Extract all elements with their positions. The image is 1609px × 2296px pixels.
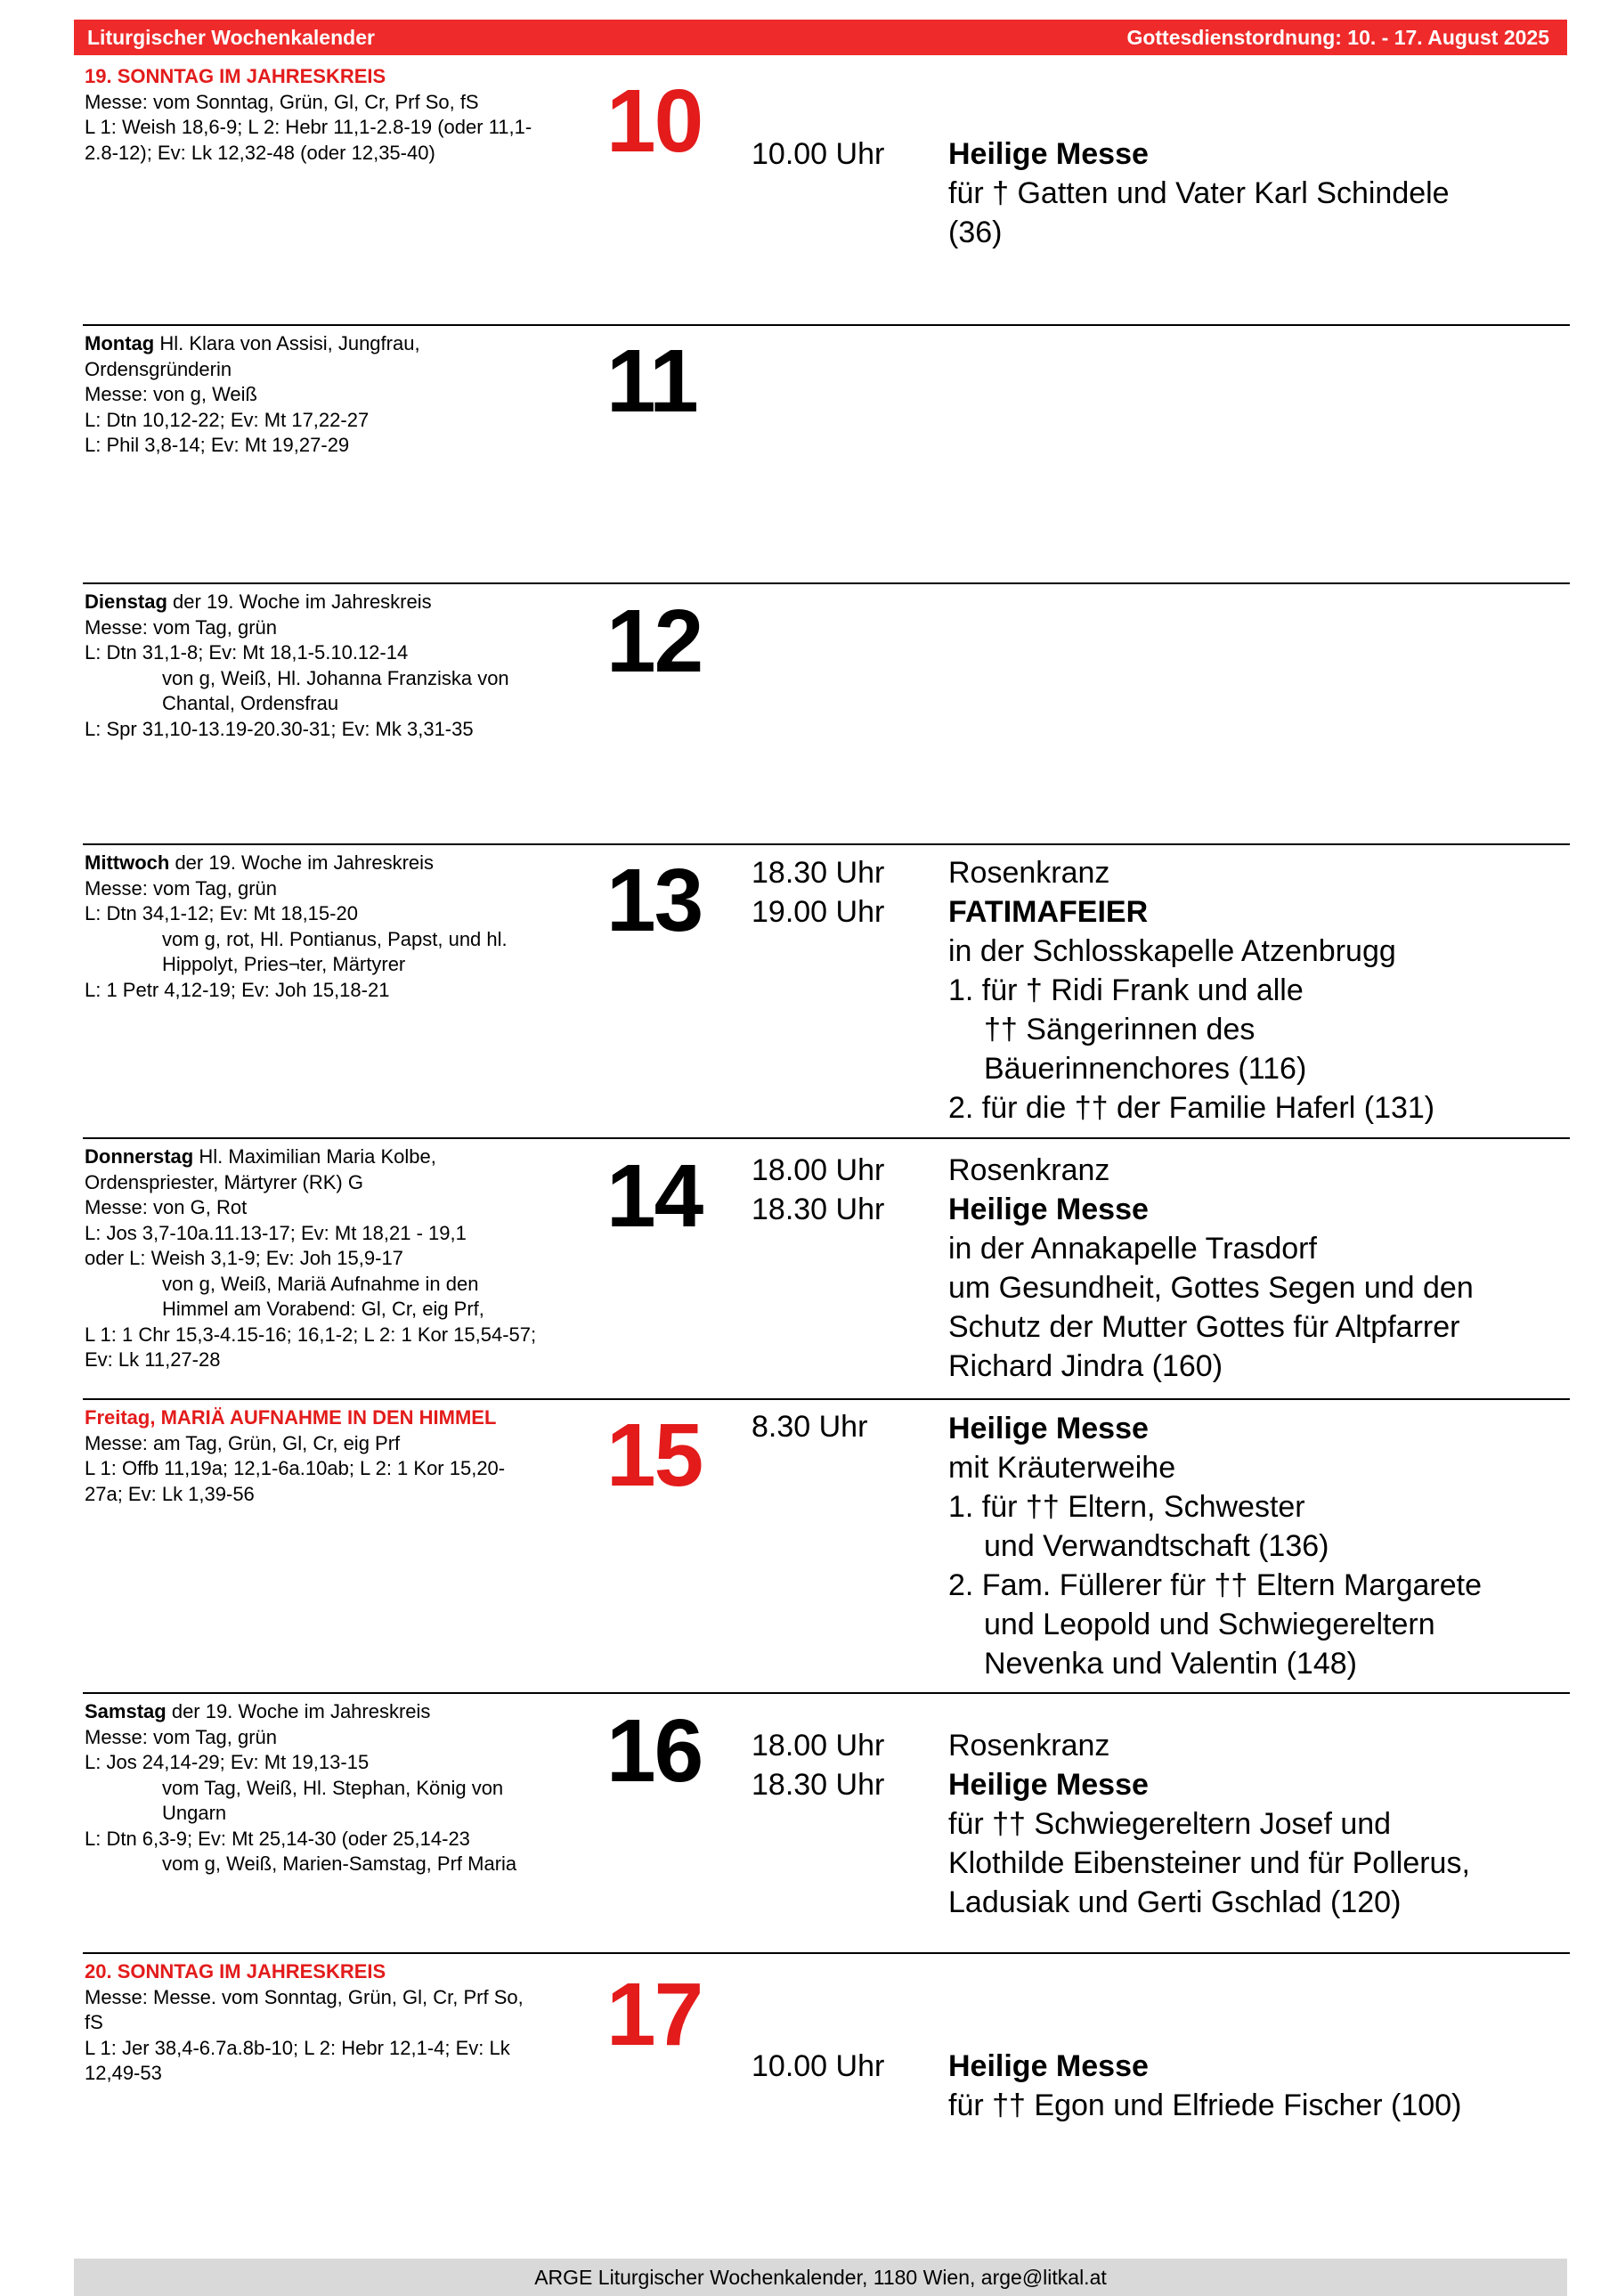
- day-info: [85, 590, 592, 742]
- header-bar: [74, 20, 1567, 55]
- time-list: [752, 853, 884, 932]
- event-line: für † Gatten und Vater Karl Schindele: [948, 176, 1450, 210]
- info-line: Ordensgründerin: [85, 357, 232, 380]
- info-line: Messe: am Tag, Grün, Gl, Cr, eig Prf: [85, 1431, 401, 1454]
- day-info: [85, 1699, 592, 1877]
- info-line: 2.8-12); Ev: Lk 12,32-48 (oder 12,35-40): [85, 141, 435, 164]
- event-line: Heilige Messe: [948, 1412, 1149, 1445]
- time: 8.30 Uhr: [752, 1410, 868, 1444]
- day-number: 16: [606, 1701, 703, 1801]
- day-block: [74, 845, 1570, 1139]
- day-title: 20. SONNTAG IM JAHRESKREIS: [85, 1960, 386, 1983]
- event-line: Richard Jindra (160): [948, 1349, 1223, 1383]
- event-line: Klothilde Eibensteiner und für Pollerus,: [948, 1846, 1470, 1880]
- day-subtitle: der 19. Woche im Jahreskreis: [167, 590, 432, 613]
- event-list: [948, 1726, 1572, 1922]
- info-line: Ungarn: [162, 1802, 227, 1824]
- info-line: Messe: von G, Rot: [85, 1196, 248, 1218]
- day-info: [85, 331, 592, 459]
- day-number: 11: [606, 331, 697, 431]
- event-line: Rosenkranz: [948, 856, 1110, 890]
- event-line: 1. für † Ridi Frank und alle: [948, 973, 1304, 1007]
- info-line: Messe: vom Sonntag, Grün, Gl, Cr, Prf So, fS: [85, 90, 479, 113]
- info-line: L: Spr 31,10-13.19-20.30-31; Ev: Mk 3,31-35: [85, 717, 474, 740]
- day-info: [85, 1144, 592, 1373]
- time-list: [752, 1151, 884, 1229]
- day-number: 15: [606, 1405, 703, 1505]
- day-number: 13: [606, 851, 703, 950]
- event-list: [948, 1151, 1572, 1386]
- event-line: in der Schlosskapelle Atzenbrugg: [948, 934, 1396, 968]
- event-line: Heilige Messe: [948, 137, 1149, 171]
- event-line: mit Kräuterweihe: [948, 1451, 1176, 1485]
- day-info: [85, 64, 592, 166]
- day-block: [74, 584, 1570, 845]
- event-line: FATIMAFEIER: [948, 895, 1149, 929]
- info-line: Chantal, Ordensfrau: [162, 692, 339, 714]
- info-line: L: Dtn 10,12-22; Ev: Mt 17,22-27: [85, 408, 370, 431]
- day-info: [85, 851, 592, 1003]
- time: 18.00 Uhr: [752, 1153, 885, 1187]
- event-line: Rosenkranz: [948, 1153, 1110, 1187]
- day-title: Dienstag: [85, 590, 167, 613]
- day-title: Montag: [85, 332, 155, 354]
- day-title: 19. SONNTAG IM JAHRESKREIS: [85, 65, 386, 87]
- day-number: 14: [606, 1146, 703, 1246]
- event-line: 1. für †† Eltern, Schwester: [948, 1490, 1305, 1524]
- info-line: L: Jos 24,14-29; Ev: Mt 19,13-15: [85, 1751, 370, 1773]
- event-line: Bäuerinnenchores (116): [984, 1052, 1307, 1086]
- day-title: Donnerstag: [85, 1145, 194, 1168]
- day-block: [74, 1400, 1570, 1694]
- event-line: in der Annakapelle Trasdorf: [948, 1232, 1317, 1266]
- event-line: Heilige Messe: [948, 2049, 1149, 2083]
- event-line: Heilige Messe: [948, 1768, 1149, 1802]
- event-list: [948, 853, 1572, 1128]
- info-line: L 1: Jer 38,4-6.7a.8b-10; L 2: Hebr 12,1-4; Ev: Lk: [85, 2036, 510, 2059]
- info-line: L: Dtn 6,3-9; Ev: Mt 25,14-30 (oder 25,14-23: [85, 1827, 470, 1850]
- info-line: Messe: von g, Weiß: [85, 383, 257, 405]
- time: 18.00 Uhr: [752, 1729, 885, 1763]
- time: 18.30 Uhr: [752, 856, 885, 890]
- time-list: [752, 2047, 884, 2086]
- event-line: um Gesundheit, Gottes Segen und den: [948, 1271, 1474, 1305]
- event-list: [948, 134, 1572, 252]
- info-line: Ev: Lk 11,27-28: [85, 1348, 221, 1371]
- info-line: Himmel am Vorabend: Gl, Cr, eig Prf,: [162, 1298, 484, 1320]
- day-subtitle: der 19. Woche im Jahreskreis: [169, 851, 435, 874]
- event-line: und Verwandtschaft (136): [984, 1529, 1329, 1563]
- header-title: Liturgischer Wochenkalender: [87, 25, 375, 49]
- event-line: Ladusiak und Gerti Gschlad (120): [948, 1885, 1402, 1919]
- header-date-range: Gottesdienstordnung: 10. - 17. August 2025: [1126, 25, 1549, 49]
- event-list: [948, 1409, 1572, 1683]
- day-block: [74, 1694, 1570, 1954]
- time: 19.00 Uhr: [752, 895, 885, 929]
- time: 10.00 Uhr: [752, 2049, 885, 2083]
- event-line: Schutz der Mutter Gottes für Altpfarrer: [948, 1310, 1460, 1344]
- info-line: vom Tag, Weiß, Hl. Stephan, König von: [162, 1776, 504, 1799]
- day-title: Samstag: [85, 1700, 167, 1722]
- info-line: von g, Weiß, Mariä Aufnahme in den: [162, 1272, 479, 1295]
- footer-text: ARGE Liturgischer Wochenkalender, 1180 Wien, arge@litkal.at: [534, 2265, 1107, 2289]
- info-line: L: Jos 3,7-10a.11.13-17; Ev: Mt 18,21 - 19,1: [85, 1221, 467, 1244]
- event-line: für †† Egon und Elfriede Fischer (100): [948, 2088, 1462, 2122]
- info-line: von g, Weiß, Hl. Johanna Franziska von: [162, 666, 509, 689]
- time-list: [752, 134, 884, 174]
- info-line: L: Phil 3,8-14; Ev: Mt 19,27-29: [85, 434, 350, 456]
- day-block: [74, 1954, 1570, 2221]
- day-subtitle: Hl. Klara von Assisi, Jungfrau,: [154, 332, 420, 354]
- info-line: L 1: Offb 11,19a; 12,1-6a.10ab; L 2: 1 Kor 15,20-: [85, 1457, 506, 1479]
- event-line: und Leopold und Schwiegereltern: [984, 1608, 1435, 1641]
- info-line: Ordenspriester, Märtyrer (RK) G: [85, 1170, 363, 1193]
- day-block: [74, 1139, 1570, 1400]
- time: 18.30 Uhr: [752, 1193, 885, 1226]
- time: 18.30 Uhr: [752, 1768, 885, 1802]
- info-line: L: Dtn 34,1-12; Ev: Mt 18,15-20: [85, 902, 358, 924]
- day-title: Freitag, MARIÄ AUFNAHME IN DEN HIMMEL: [85, 1406, 497, 1429]
- day-number: 17: [606, 1965, 703, 2064]
- time-list: [752, 1726, 884, 1804]
- info-line: L 1: Weish 18,6-9; L 2: Hebr 11,1-2.8-19 (oder 11,1-: [85, 116, 532, 138]
- event-line: 2. für die †† der Familie Haferl (131): [948, 1091, 1435, 1125]
- info-line: Messe: vom Tag, grün: [85, 615, 278, 639]
- event-line: Nevenka und Valentin (148): [984, 1647, 1357, 1681]
- info-line: 12,49-53: [85, 2062, 162, 2084]
- day-block: [74, 59, 1570, 326]
- time-list: [752, 1407, 867, 1446]
- day-info: [85, 1959, 592, 2087]
- day-block: [74, 326, 1570, 584]
- event-line: Heilige Messe: [948, 1193, 1149, 1226]
- event-line: †† Sängerinnen des: [984, 1013, 1256, 1046]
- day-subtitle: der 19. Woche im Jahreskreis: [166, 1700, 431, 1722]
- info-line: fS: [85, 2011, 103, 2033]
- info-line: L: Dtn 31,1-8; Ev: Mt 18,1-5.10.12-14: [85, 641, 409, 664]
- info-line: L 1: 1 Chr 15,3-4.15-16; 16,1-2; L 2: 1 Kor 15,54-57;: [85, 1323, 537, 1346]
- info-line: vom g, Weiß, Marien-Samstag, Prf Maria: [162, 1852, 517, 1875]
- event-list: [948, 2047, 1572, 2125]
- event-line: 2. Fam. Füllerer für †† Eltern Margarete: [948, 1568, 1483, 1602]
- event-line: Rosenkranz: [948, 1729, 1110, 1763]
- day-number: 12: [606, 591, 703, 691]
- day-subtitle: Hl. Maximilian Maria Kolbe,: [193, 1145, 436, 1168]
- event-line: für †† Schwiegereltern Josef und: [948, 1807, 1392, 1841]
- info-line: vom g, rot, Hl. Pontianus, Papst, und hl.: [162, 927, 508, 950]
- info-line: Messe: Messe. vom Sonntag, Grün, Gl, Cr, Prf So,: [85, 1985, 524, 2008]
- info-line: Messe: vom Tag, grün: [85, 1725, 278, 1748]
- info-line: Messe: vom Tag, grün: [85, 876, 278, 900]
- footer-bar: [74, 2259, 1567, 2296]
- day-number: 10: [606, 71, 703, 171]
- info-line: Hippolyt, Pries¬ter, Märtyrer: [162, 953, 406, 975]
- day-info: [85, 1405, 592, 1507]
- info-line: 27a; Ev: Lk 1,39-56: [85, 1482, 255, 1505]
- info-line: oder L: Weish 3,1-9; Ev: Joh 15,9-17: [85, 1247, 403, 1269]
- event-line: (36): [948, 216, 1003, 249]
- time: 10.00 Uhr: [752, 137, 885, 171]
- info-line: L: 1 Petr 4,12-19; Ev: Joh 15,18-21: [85, 978, 390, 1001]
- day-title: Mittwoch: [85, 851, 170, 874]
